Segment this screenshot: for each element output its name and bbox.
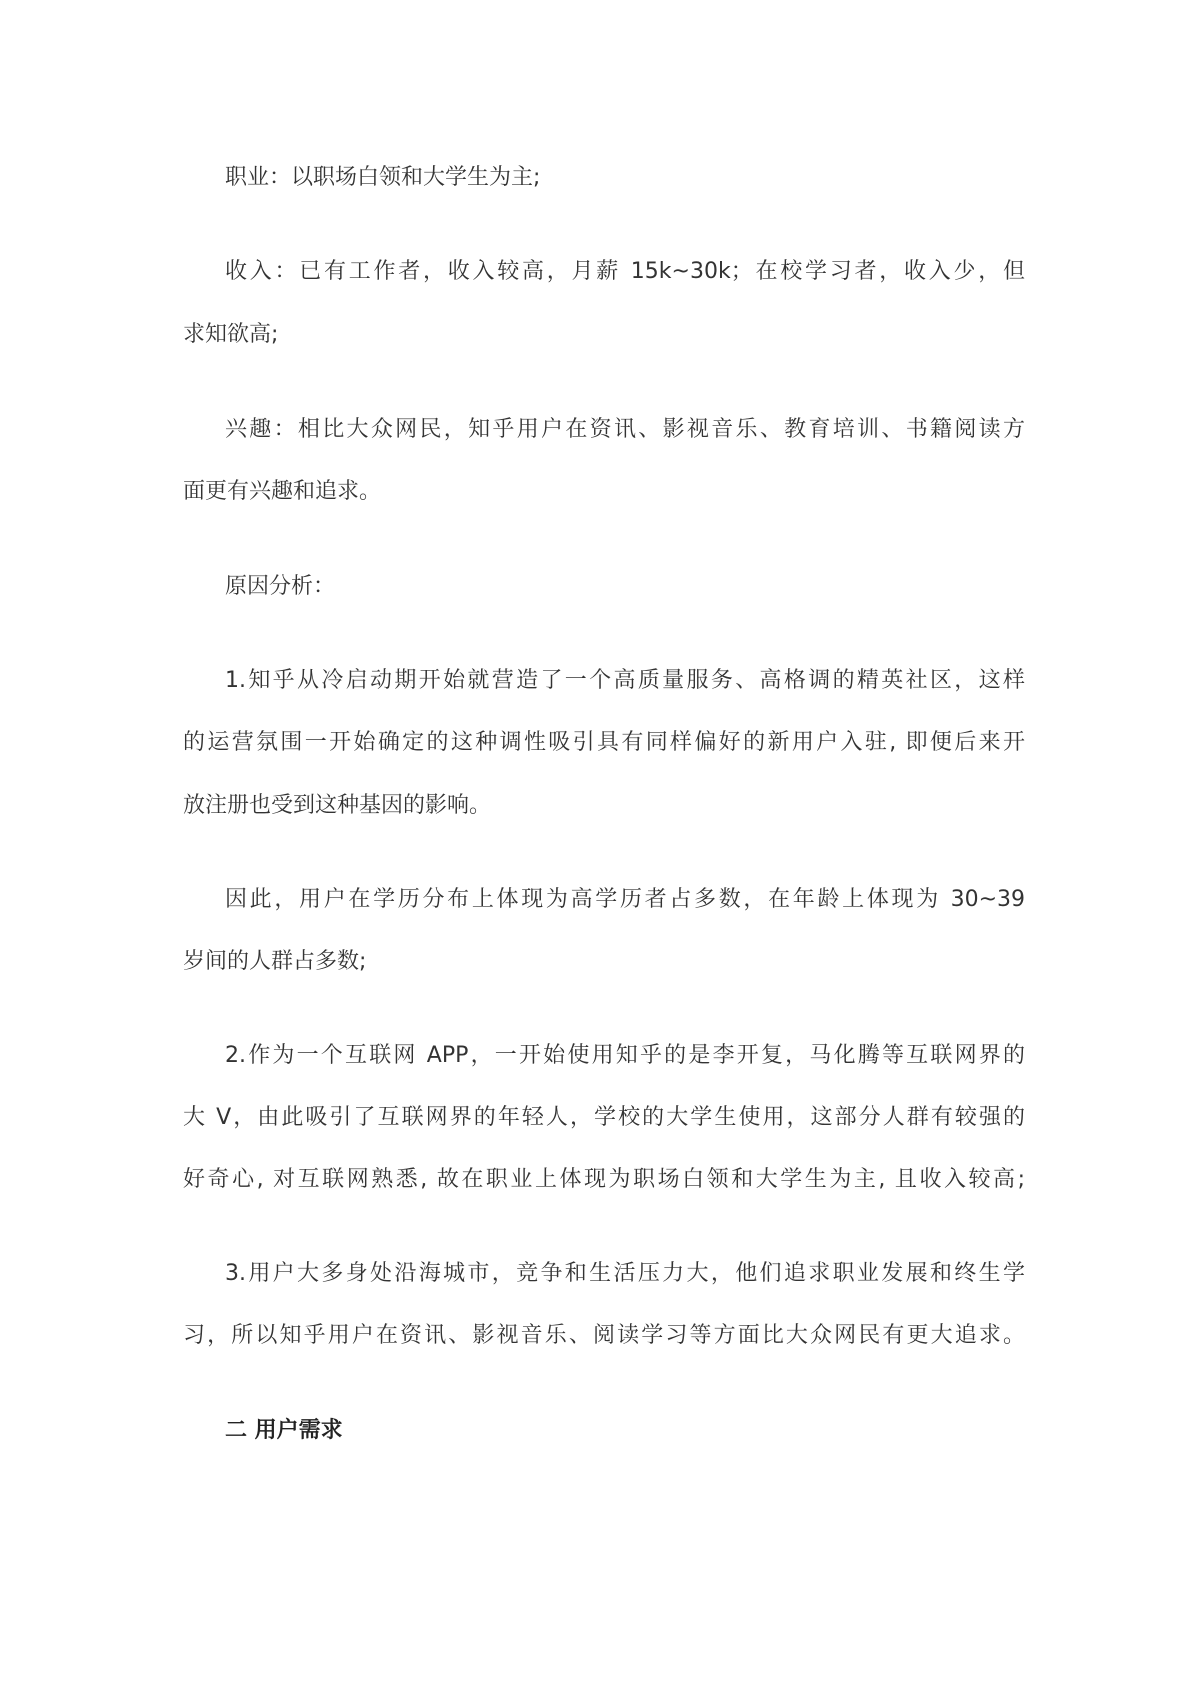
paragraph-reason-2-line-2: 大 V，由此吸引了互联网界的年轻人，学校的大学生使用，这部分人群有较强的 <box>183 1105 1025 1130</box>
paragraph-reason-2-line-1: 2.作为一个互联网 APP，一开始使用知乎的是李开复，马化腾等互联网界的 <box>225 1043 1025 1068</box>
paragraph-occupation: 职业：以职场白领和大学生为主; <box>225 165 541 190</box>
paragraph-therefore-line-2: 岁间的人群占多数; <box>183 949 367 974</box>
paragraph-reason-1-line-2: 的运营氛围一开始确定的这种调性吸引具有同样偏好的新用户入驻, 即便后来开 <box>183 730 1025 755</box>
paragraph-interest-line-1: 兴趣：相比大众网民，知乎用户在资讯、影视音乐、教育培训、书籍阅读方 <box>225 417 1025 442</box>
paragraph-reason-analysis: 原因分析： <box>225 574 336 599</box>
paragraph-reason-3-line-2: 习，所以知乎用户在资讯、影视音乐、阅读学习等方面比大众网民有更大追求。 <box>183 1323 1025 1348</box>
paragraph-income-line-2: 求知欲高; <box>183 322 279 347</box>
section-heading: 二 用户需求 <box>225 1418 343 1443</box>
paragraph-reason-1-line-3: 放注册也受到这种基因的影响。 <box>183 793 492 818</box>
paragraph-reason-1-line-1: 1.知乎从冷启动期开始就营造了一个高质量服务、高格调的精英社区，这样 <box>225 668 1025 693</box>
paragraph-reason-3-line-1: 3.用户大多身处沿海城市，竞争和生活压力大，他们追求职业发展和终生学 <box>225 1261 1025 1286</box>
paragraph-interest-line-2: 面更有兴趣和追求。 <box>183 479 382 504</box>
paragraph-therefore-line-1: 因此，用户在学历分布上体现为高学历者占多数，在年龄上体现为 30~39 <box>225 887 1025 912</box>
paragraph-income-line-1: 收入：已有工作者，收入较高，月薪 15k~30k；在校学习者，收入少，但 <box>225 259 1025 284</box>
paragraph-reason-2-line-3: 好奇心, 对互联网熟悉, 故在职业上体现为职场白领和大学生为主, 且收入较高; <box>183 1167 1025 1192</box>
